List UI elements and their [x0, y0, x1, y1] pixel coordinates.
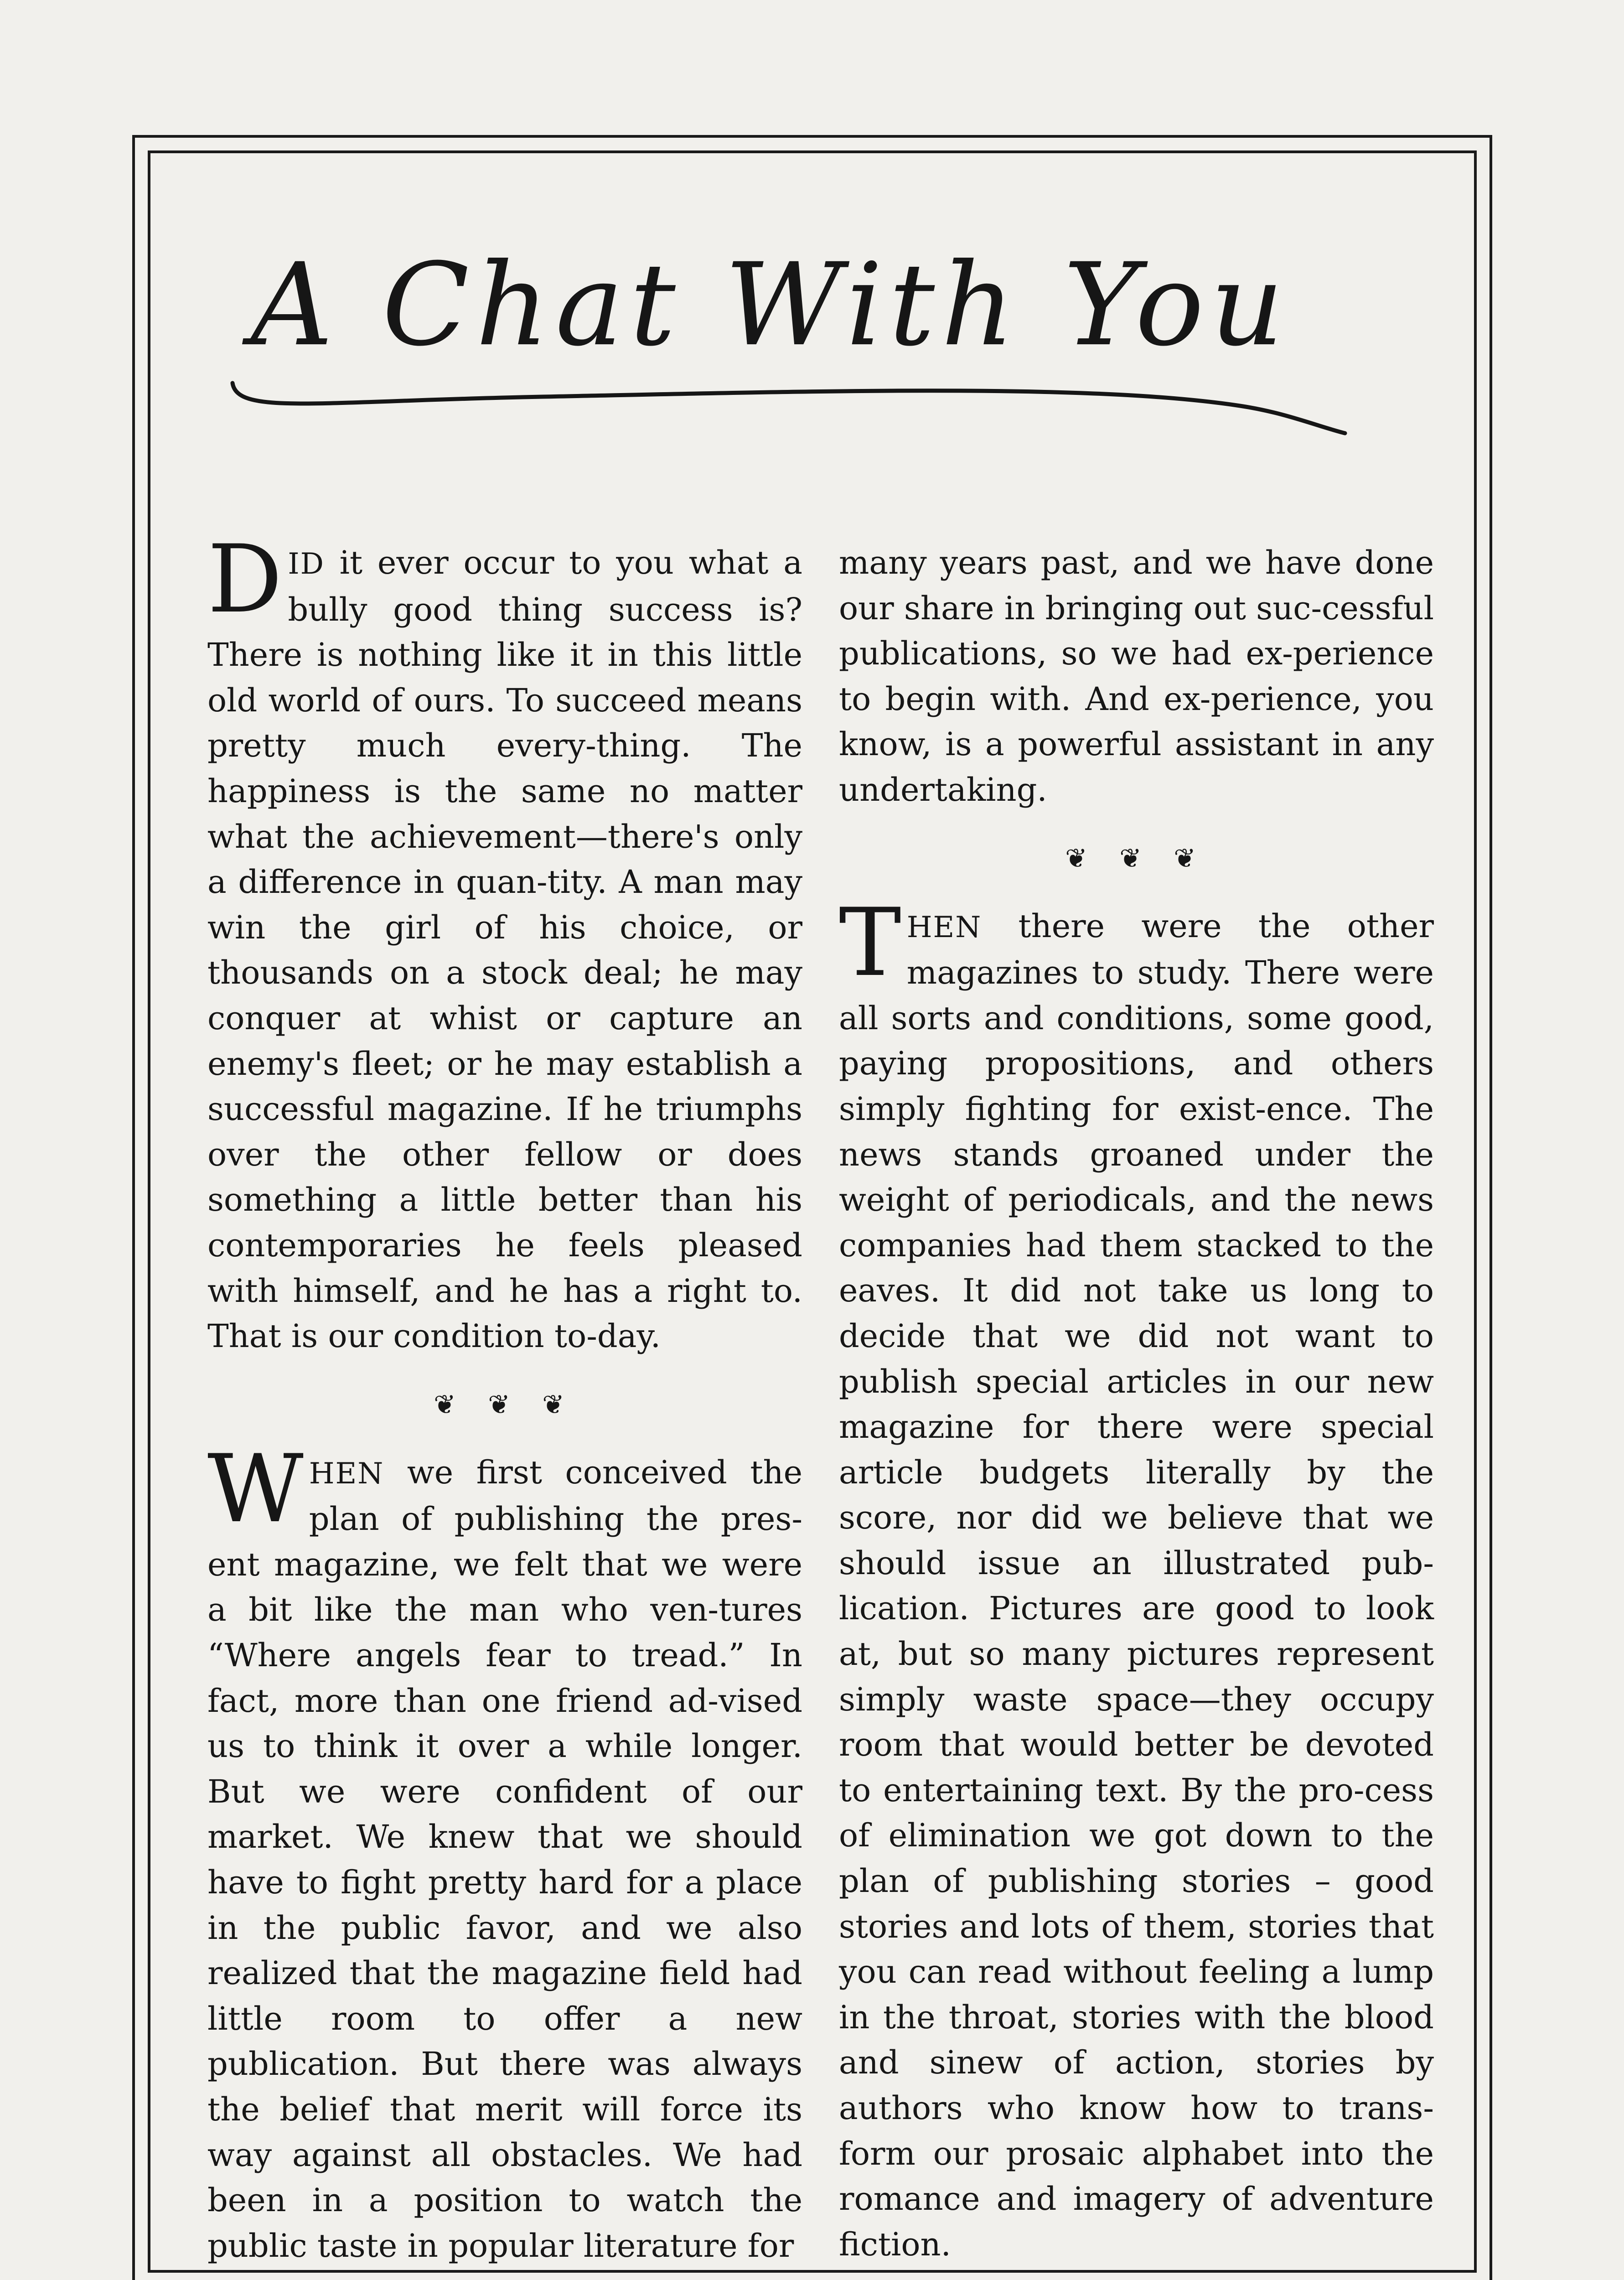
paragraph-text: there were the other magazines to study. There were all sorts and conditions, some good, paying propositions, and others simply fighting for exist-ence. The news stands groaned under the weight of periodicals, and the news companies had them stacked to the eaves. It did not take us long to decide that we did not want to publish special articles in our new magazine for there were special article budgets literally by the score, nor did we believe that we should issue an illustrated pub-lication. Pictures are good to look at, but so many pictures represent simply waste space—they occupy room that would better be devoted to entertaining text. By the pro-cess of elimination we got down to the plan of publishing stories – good stories and lots of them, stories that you can read without feeling a lump in the throat, stories with the blood and sinew of action, stories by authors who know how to trans-form our prosaic alphabet into the romance and imagery of adventure fiction. — [839, 907, 1434, 2263]
drop-cap: T — [839, 888, 901, 997]
title-text: A Chat With You — [251, 246, 1290, 371]
lead-in: HEN — [906, 910, 982, 944]
drop-cap: W — [207, 1435, 304, 1544]
title-underline-flourish — [233, 383, 1345, 433]
drop-cap: D — [207, 525, 283, 634]
column-right — [839, 540, 1434, 2267]
paragraph-2-continued: many years past, and we have done our share in bringing out suc-cessful publications, so we had ex-perience to begin with. And ex-perience, you know, is a powerful assistant in any undertaking. — [839, 544, 1434, 808]
paragraph-3 — [839, 888, 1434, 2268]
page-title — [223, 246, 1381, 438]
lead-in: ID — [288, 547, 325, 581]
section-ornament: ❦ ❦ ❦ — [434, 1389, 576, 1420]
paragraph-text: it ever occur to you what a bully good thing success is? There is nothing like it in this little old world of ours. To succeed means pretty much every-thing. The happiness is the same no matter what the achievement—there's only a difference in quan-tity. A man may win the girl of his choice, or thousands on a stock deal; he may conquer at whist or capture an enemy's fleet; or he may establish a successful magazine. If he triumphs over the other fellow or does something a little better than his contemporaries he feels pleased with himself, and he has a right to. That is our condition to-day. — [207, 544, 802, 1355]
title-script — [223, 246, 1381, 438]
paragraph-2 — [207, 1435, 802, 2269]
paragraph-text: we first conceived the plan of publishing the pres-ent magazine, we felt that we were a bit like the man who ven-tures “Where angels fear to tread.” In fact, more than one friend ad-vised us to think it over a while longer. But we were confident of our market. We knew that we should have to fight pretty hard for a place in the public favor, and we also realized that the magazine field had little room to offer a new publication. But there was always the belief that merit will force its way against all obstacles. We had been in a position to watch the public taste in popular literature for — [207, 1453, 802, 2264]
lead-in: HEN — [309, 1456, 384, 1491]
section-ornament: ❦ ❦ ❦ — [1065, 842, 1208, 874]
column-left — [207, 525, 802, 2269]
paragraph-1 — [207, 525, 802, 1359]
